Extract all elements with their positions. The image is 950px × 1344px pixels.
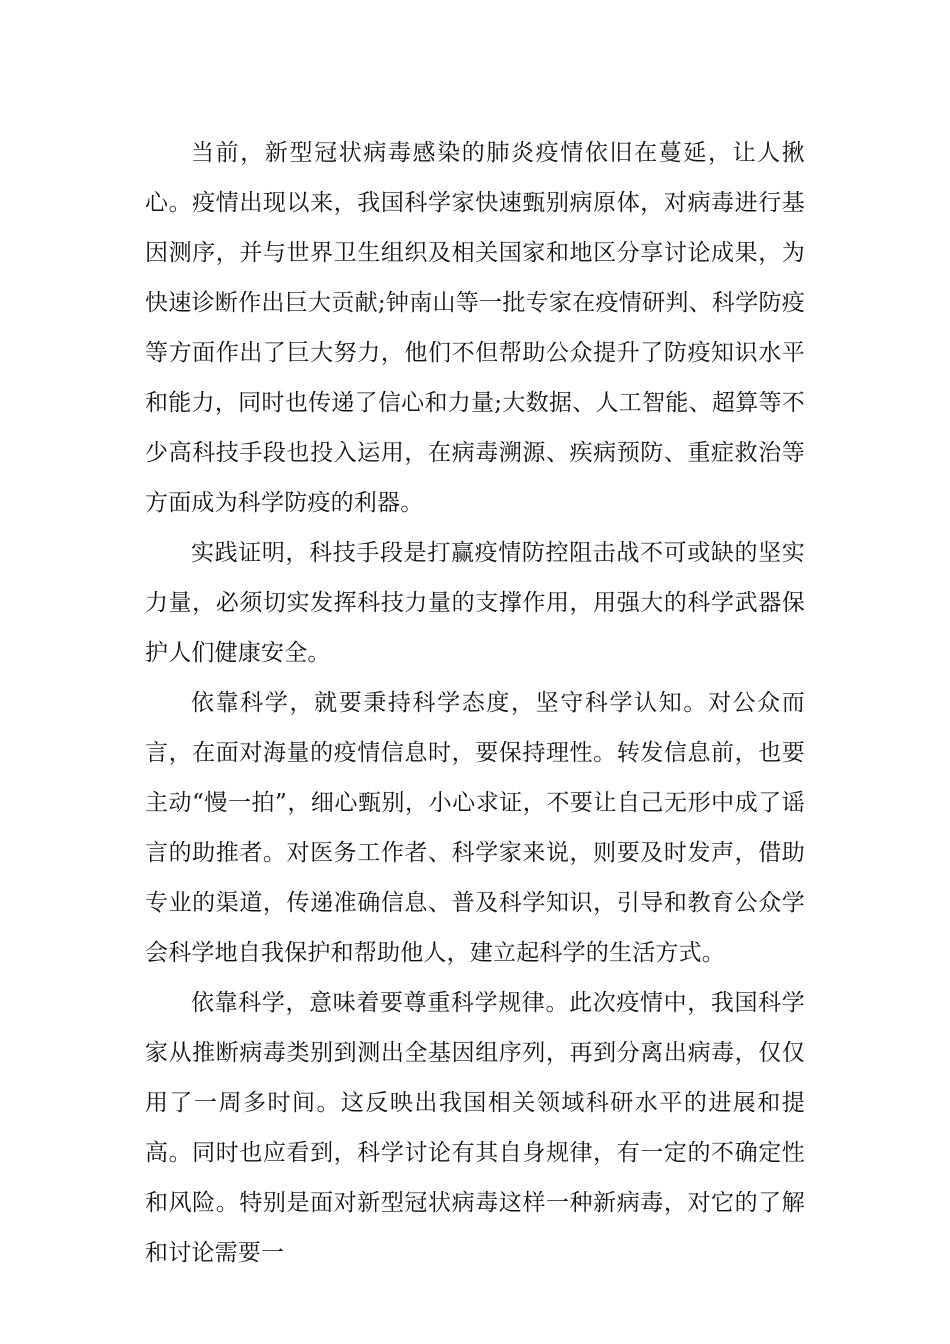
paragraph-3: 依靠科学，就要秉持科学态度，坚守科学认知。对公众而言，在面对海量的疫情信息时，要保持理性。转发信息前，也要主动“慢一拍”，细心甄别，小心求证，不要让自己无形中成了谣言的助推者。对医务工作者、科学家来说，则要及时发声，借助专业的渠道，传递准确信息、普及科学知识，引导和教育公众学会科学地自我保护和帮助他人，建立起科学的生活方式。: [145, 690, 805, 966]
paragraph-2: 实践证明，科技手段是打赢疫情防控阻击战不可或缺的坚实力量，必须切实发挥科技力量的支撑作用，用强大的科学武器保护人们健康安全。: [145, 540, 805, 666]
document-page: [145, 128, 805, 1278]
paragraph-1: 当前，新型冠状病毒感染的肺炎疫情依旧在蔓延，让人揪心。疫情出现以来，我国科学家快速甄别病原体，对病毒进行基因测序，并与世界卫生组织及相关国家和地区分享讨论成果，为快速诊断作出巨大贡献;钟南山等一批专家在疫情研判、科学防疫等方面作出了巨大努力，他们不但帮助公众提升了防疫知识水平和能力，同时也传递了信心和力量;大数据、人工智能、超算等不少高科技手段也投入运用，在病毒溯源、疾病预防、重症救治等方面成为科学防疫的利器。: [145, 140, 805, 516]
paragraph-4: 依靠科学，意味着要尊重科学规律。此次疫情中，我国科学家从推断病毒类别到测出全基因组序列，再到分离出病毒，仅仅用了一周多时间。这反映出我国相关领域科研水平的进展和提高。同时也应看到，科学讨论有其自身规律，有一定的不确定性和风险。特别是面对新型冠状病毒这样一种新病毒，对它的了解和讨论需要一: [145, 990, 805, 1266]
